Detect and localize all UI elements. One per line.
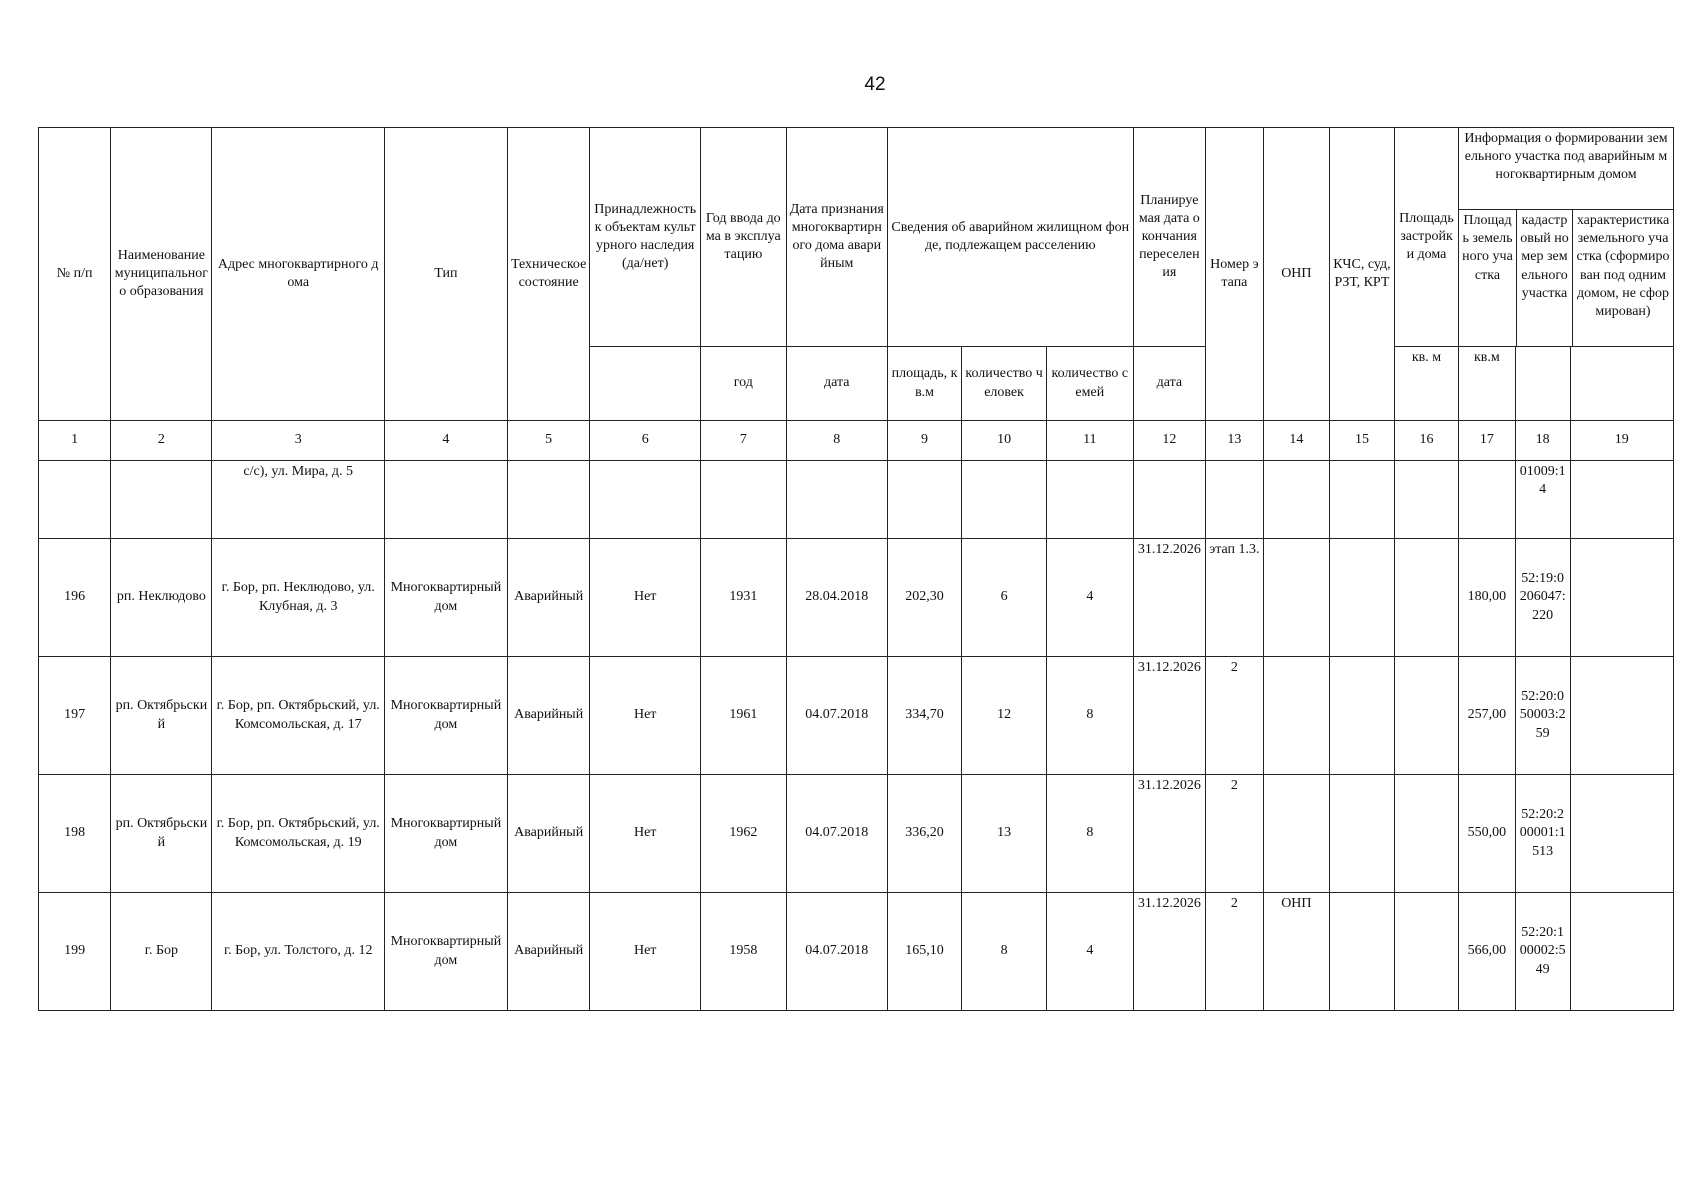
subheader-planned-date: дата [1133,347,1205,421]
address: г. Бор, ул. Толстого, д. 12 [212,893,384,1011]
header-address: Адрес многоквартирного дома [212,128,384,421]
column-number: 5 [507,421,590,461]
family-count: 8 [1046,657,1133,775]
municipality: рп. Неклюдово [111,539,212,657]
table-row [39,893,1674,1011]
header-stage: Номер этапа [1205,128,1263,421]
column-number: 10 [962,421,1047,461]
header-row-1 [39,128,1674,347]
onp-cell [1263,775,1329,893]
header-type: Тип [384,128,507,421]
header-year: Год ввода дома в эксплуатацию [700,128,786,347]
page-number: 42 [864,74,886,95]
land-area: 180,00 [1459,539,1516,657]
commission-year: 1962 [700,775,786,893]
header-land-info: характеристика земельного участка (сформирован под одним домом, не сформирован) [1576,213,1670,319]
subheader-date: дата [786,347,887,421]
land-area: 550,00 [1459,775,1516,893]
onp-cell [1263,539,1329,657]
build-area [1394,893,1458,1011]
table-row [39,539,1674,657]
address: г. Бор, рп. Октябрьский, ул. Комсомольская, д. 17 [212,657,384,775]
family-count: 4 [1046,539,1133,657]
table-row [39,775,1674,893]
column-numbers-row [39,421,1674,461]
subheader-families: количество семей [1046,347,1133,421]
family-count: 8 [1046,775,1133,893]
onp-cell [1263,657,1329,775]
kchs-cell [1329,657,1394,775]
build-area [1394,657,1458,775]
commission-year: 1958 [700,893,786,1011]
column-number: 8 [786,421,887,461]
header-land-area: Площадь земельного участка [1459,210,1517,346]
column-number: 2 [111,421,212,461]
land-info [1570,657,1673,775]
land-info [1570,893,1673,1011]
people-count: 12 [962,657,1047,775]
address: г. Бор, рп. Октябрьский, ул. Комсомольская, д. 19 [212,775,384,893]
column-number: 19 [1570,421,1673,461]
subheader-land-area: кв.м [1459,347,1516,421]
row-number: 196 [39,539,111,657]
stage-number: 2 [1205,657,1263,775]
land-info [1570,775,1673,893]
column-number: 11 [1046,421,1133,461]
emergency-area: 334,70 [887,657,961,775]
header-land-plot-group [1459,128,1674,347]
header-condition: Техническое состояние [507,128,590,421]
heritage-status: Нет [590,539,701,657]
subheader-area: площадь, кв.м [887,347,961,421]
land-plot-subheaders [1459,210,1673,346]
column-number: 17 [1459,421,1516,461]
subheader-build-area: кв. м [1394,347,1458,421]
stage-number: этап 1.3. [1205,539,1263,657]
continuation-address: с/с), ул. Мира, д. 5 [212,461,384,539]
subheader-people: количество человек [962,347,1047,421]
table-row [39,657,1674,775]
planned-date: 31.12.2026 [1133,539,1205,657]
people-count: 13 [962,775,1047,893]
column-number: 18 [1515,421,1570,461]
header-recognition-date: Дата признания многоквартирного дома аварийным [786,128,887,347]
municipality: рп. Октябрьский [111,775,212,893]
planned-date: 31.12.2026 [1133,657,1205,775]
column-number: 16 [1394,421,1458,461]
planned-date: 31.12.2026 [1133,893,1205,1011]
continuation-row [39,461,1674,539]
people-count: 6 [962,539,1047,657]
land-info [1570,539,1673,657]
header-emergency-fund-group: Сведения об аварийном жилищном фонде, подлежащем расселению [887,128,1133,347]
kchs-cell [1329,893,1394,1011]
emergency-area: 202,30 [887,539,961,657]
cadastral-number: 52:20:100002:549 [1515,893,1570,1011]
header-onp: ОНП [1263,128,1329,421]
house-type: Многоквартирный дом [384,657,507,775]
land-area: 566,00 [1459,893,1516,1011]
onp-cell: ОНП [1263,893,1329,1011]
house-type: Многоквартирный дом [384,893,507,1011]
stage-number: 2 [1205,893,1263,1011]
build-area [1394,775,1458,893]
emergency-area: 336,20 [887,775,961,893]
technical-condition: Аварийный [507,539,590,657]
column-number: 13 [1205,421,1263,461]
recognition-date: 04.07.2018 [786,893,887,1011]
house-type: Многоквартирный дом [384,775,507,893]
row-number: 198 [39,775,111,893]
column-number: 1 [39,421,111,461]
row-number: 199 [39,893,111,1011]
emergency-area: 165,10 [887,893,961,1011]
family-count: 4 [1046,893,1133,1011]
address: г. Бор, рп. Неклюдово, ул. Клубная, д. 3 [212,539,384,657]
land-area: 257,00 [1459,657,1516,775]
header-municipality: Наименование муниципального образования [111,128,212,421]
continuation-cadastral: 01009:14 [1515,461,1570,539]
row-number: 197 [39,657,111,775]
recognition-date: 04.07.2018 [786,775,887,893]
heritage-status: Нет [590,893,701,1011]
header-number: № п/п [39,128,111,421]
subheader-cadastral-empty [1515,347,1570,421]
column-number: 4 [384,421,507,461]
heritage-status: Нет [590,775,701,893]
kchs-cell [1329,539,1394,657]
planned-date: 31.12.2026 [1133,775,1205,893]
header-kchs: КЧС, суд, РЗТ, КРТ [1329,128,1394,421]
emergency-housing-table [38,127,1674,1011]
technical-condition: Аварийный [507,657,590,775]
house-type: Многоквартирный дом [384,539,507,657]
municipality: рп. Октябрьский [111,657,212,775]
column-number: 7 [700,421,786,461]
column-number: 9 [887,421,961,461]
land-plot-group-title: Информация о формировании земельного участка под аварийным многоквартирным домом [1459,128,1673,210]
subheader-land-info-empty [1570,347,1673,421]
recognition-date: 28.04.2018 [786,539,887,657]
column-number: 12 [1133,421,1205,461]
header-heritage: Принадлежность к объектам культурного наследия (да/нет) [590,128,701,347]
header-cadastral: кадастровый номер земельного участка [1517,210,1573,346]
subheader-heritage-empty [590,347,701,421]
commission-year: 1931 [700,539,786,657]
people-count: 8 [962,893,1047,1011]
heritage-status: Нет [590,657,701,775]
municipality: г. Бор [111,893,212,1011]
stage-number: 2 [1205,775,1263,893]
header-build-area: Площадь застройки дома [1394,128,1458,347]
kchs-cell [1329,775,1394,893]
cadastral-number: 52:20:050003:259 [1515,657,1570,775]
cadastral-number: 52:20:200001:1513 [1515,775,1570,893]
column-number: 3 [212,421,384,461]
column-number: 6 [590,421,701,461]
commission-year: 1961 [700,657,786,775]
column-number: 15 [1329,421,1394,461]
build-area [1394,539,1458,657]
recognition-date: 04.07.2018 [786,657,887,775]
column-number: 14 [1263,421,1329,461]
cadastral-number: 52:19:0206047:220 [1515,539,1570,657]
subheader-year: год [700,347,786,421]
technical-condition: Аварийный [507,775,590,893]
technical-condition: Аварийный [507,893,590,1011]
header-planned-date: Планируемая дата окончания переселения [1133,128,1205,347]
